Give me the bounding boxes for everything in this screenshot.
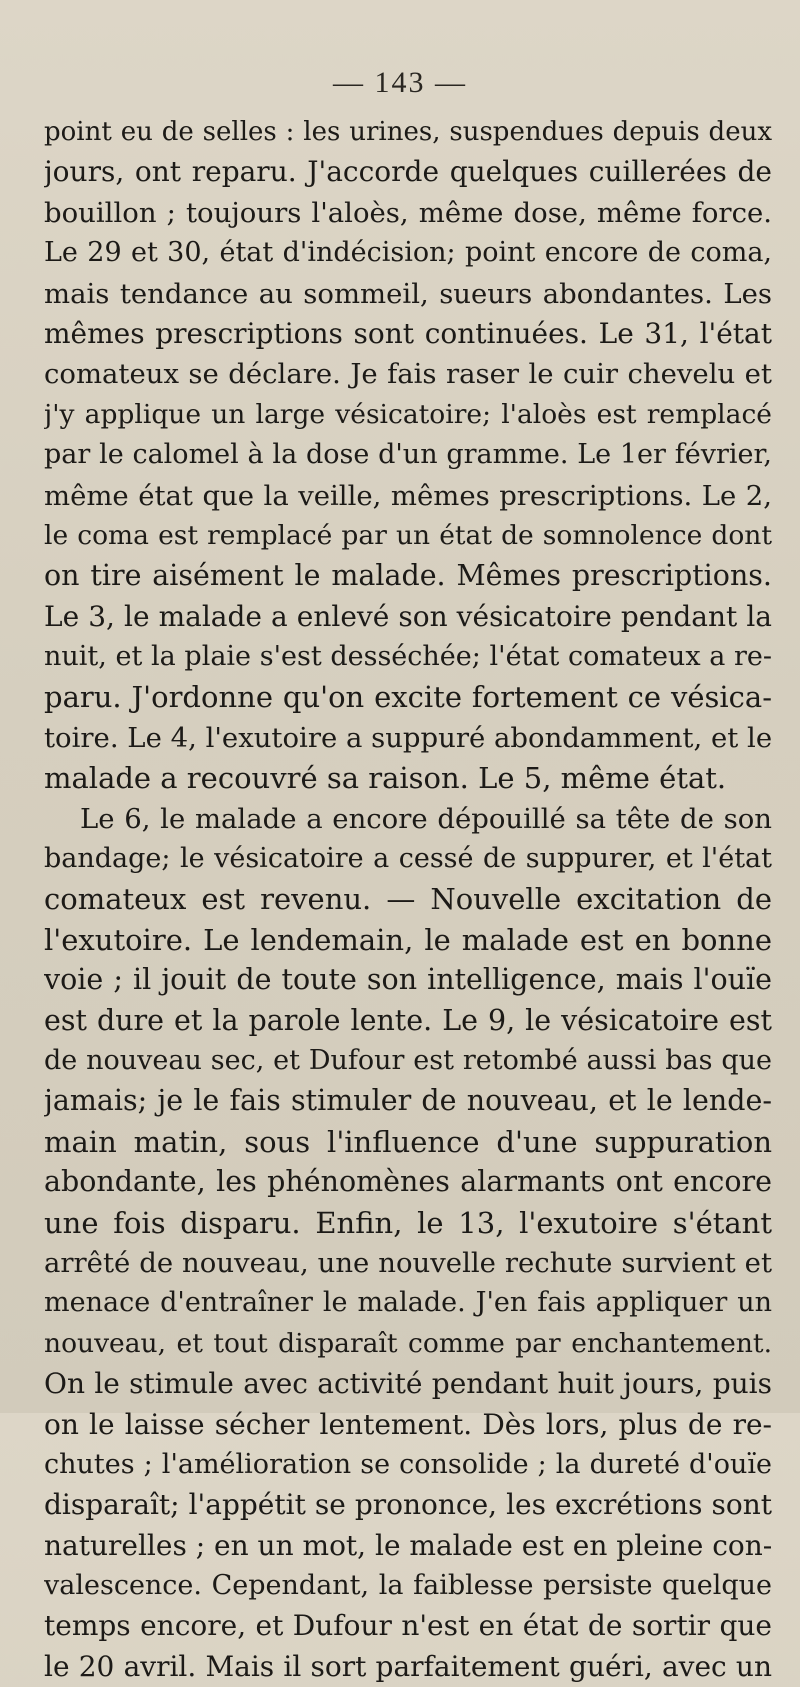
text-line: chutes ; l'amélioration se consolide ; la dureté d'ouïe: [44, 1448, 772, 1480]
text-line: nouveau, et tout disparaît comme par enchantement.: [44, 1327, 772, 1359]
text-line: Le 29 et 30, état d'indécision; point encore de coma,: [44, 237, 772, 269]
text-line: disparaît; l'appétit se prononce, les excrétions sont: [44, 1488, 772, 1522]
text-line: l'exutoire. Le lendemain, le malade est en bonne: [44, 922, 772, 957]
text-line: temps encore, et Dufour n'est en état de sortir que: [44, 1609, 772, 1643]
text-line: est dure et la parole lente. Le 9, le vésicatoire est: [44, 1003, 772, 1037]
text-line: Le 6, le malade a encore dépouillé sa tête de son: [80, 802, 772, 835]
text-line: le 20 avril. Mais il sort parfaitement guéri, avec un: [44, 1649, 772, 1683]
text-line: On le stimule avec activité pendant huit jours, puis: [44, 1367, 772, 1401]
text-line: le coma est remplacé par un état de somnolence dont: [44, 519, 772, 551]
text-line: nuit, et la plaie s'est desséchée; l'état comateux a re-: [44, 641, 772, 673]
text-line: main matin, sous l'influence d'une suppuration: [44, 1124, 772, 1159]
page-number: — 143 —: [333, 66, 467, 99]
text-line: j'y applique un large vésicatoire; l'aloès est remplacé: [44, 398, 772, 430]
text-line: une fois disparu. Enfin, le 13, l'exutoire s'étant: [44, 1205, 772, 1240]
text-line: bandage; le vésicatoire a cessé de suppurer, et l'état: [44, 843, 772, 875]
text-line: de nouveau sec, et Dufour est retombé aussi bas que: [44, 1044, 772, 1076]
text-line: paru. J'ordonne qu'on excite fortement ce vésica-: [44, 680, 772, 715]
text-line: valescence. Cependant, la faiblesse persiste quelque: [44, 1570, 772, 1602]
text-line: par le calomel à la dose d'un gramme. Le 1er février,: [44, 439, 772, 471]
text-line: malade a recouvré sa raison. Le 5, même état.: [44, 761, 727, 796]
text-line: même état que la veille, mêmes prescriptions. Le 2,: [44, 479, 772, 512]
text-line: comateux se déclare. Je fais raser le cuir chevelu et: [44, 358, 772, 391]
text-line: on tire aisément le malade. Mêmes prescriptions.: [44, 559, 772, 593]
text-line: voie ; il jouit de toute son intelligence, mais l'ouïe: [44, 963, 772, 997]
text-line: bouillon ; toujours l'aloès, même dose, même force.: [44, 196, 772, 229]
text-line: Le 3, le malade a enlevé son vésicatoire pendant la: [44, 599, 772, 633]
body-text: [44, 112, 772, 1687]
text-line: naturelles ; en un mot, le malade est en pleine con-: [44, 1528, 772, 1562]
text-line: arrêté de nouveau, une nouvelle rechute survient et: [44, 1246, 772, 1279]
text-line: abondante, les phénomènes alarmants ont encore: [44, 1165, 772, 1199]
text-line: mêmes prescriptions sont continuées. Le 31, l'état: [44, 316, 772, 350]
text-line: toire. Le 4, l'exutoire a suppuré abondamment, et le: [44, 721, 772, 754]
text-line: comateux est revenu. — Nouvelle excitation de: [44, 882, 772, 917]
text-line: point eu de selles : les urines, suspendues depuis deux: [44, 117, 772, 147]
text-line: jamais; je le fais stimuler de nouveau, et le lende-: [44, 1084, 772, 1118]
text-line: mais tendance au sommeil, sueurs abondantes. Les: [44, 277, 772, 310]
text-line: menace d'entraîner le malade. J'en fais appliquer un: [44, 1287, 772, 1319]
text-line: on le laisse sécher lentement. Dès lors, plus de re-: [44, 1407, 772, 1441]
text-line: jours, ont reparu. J'accorde quelques cuillerées de: [44, 155, 772, 189]
